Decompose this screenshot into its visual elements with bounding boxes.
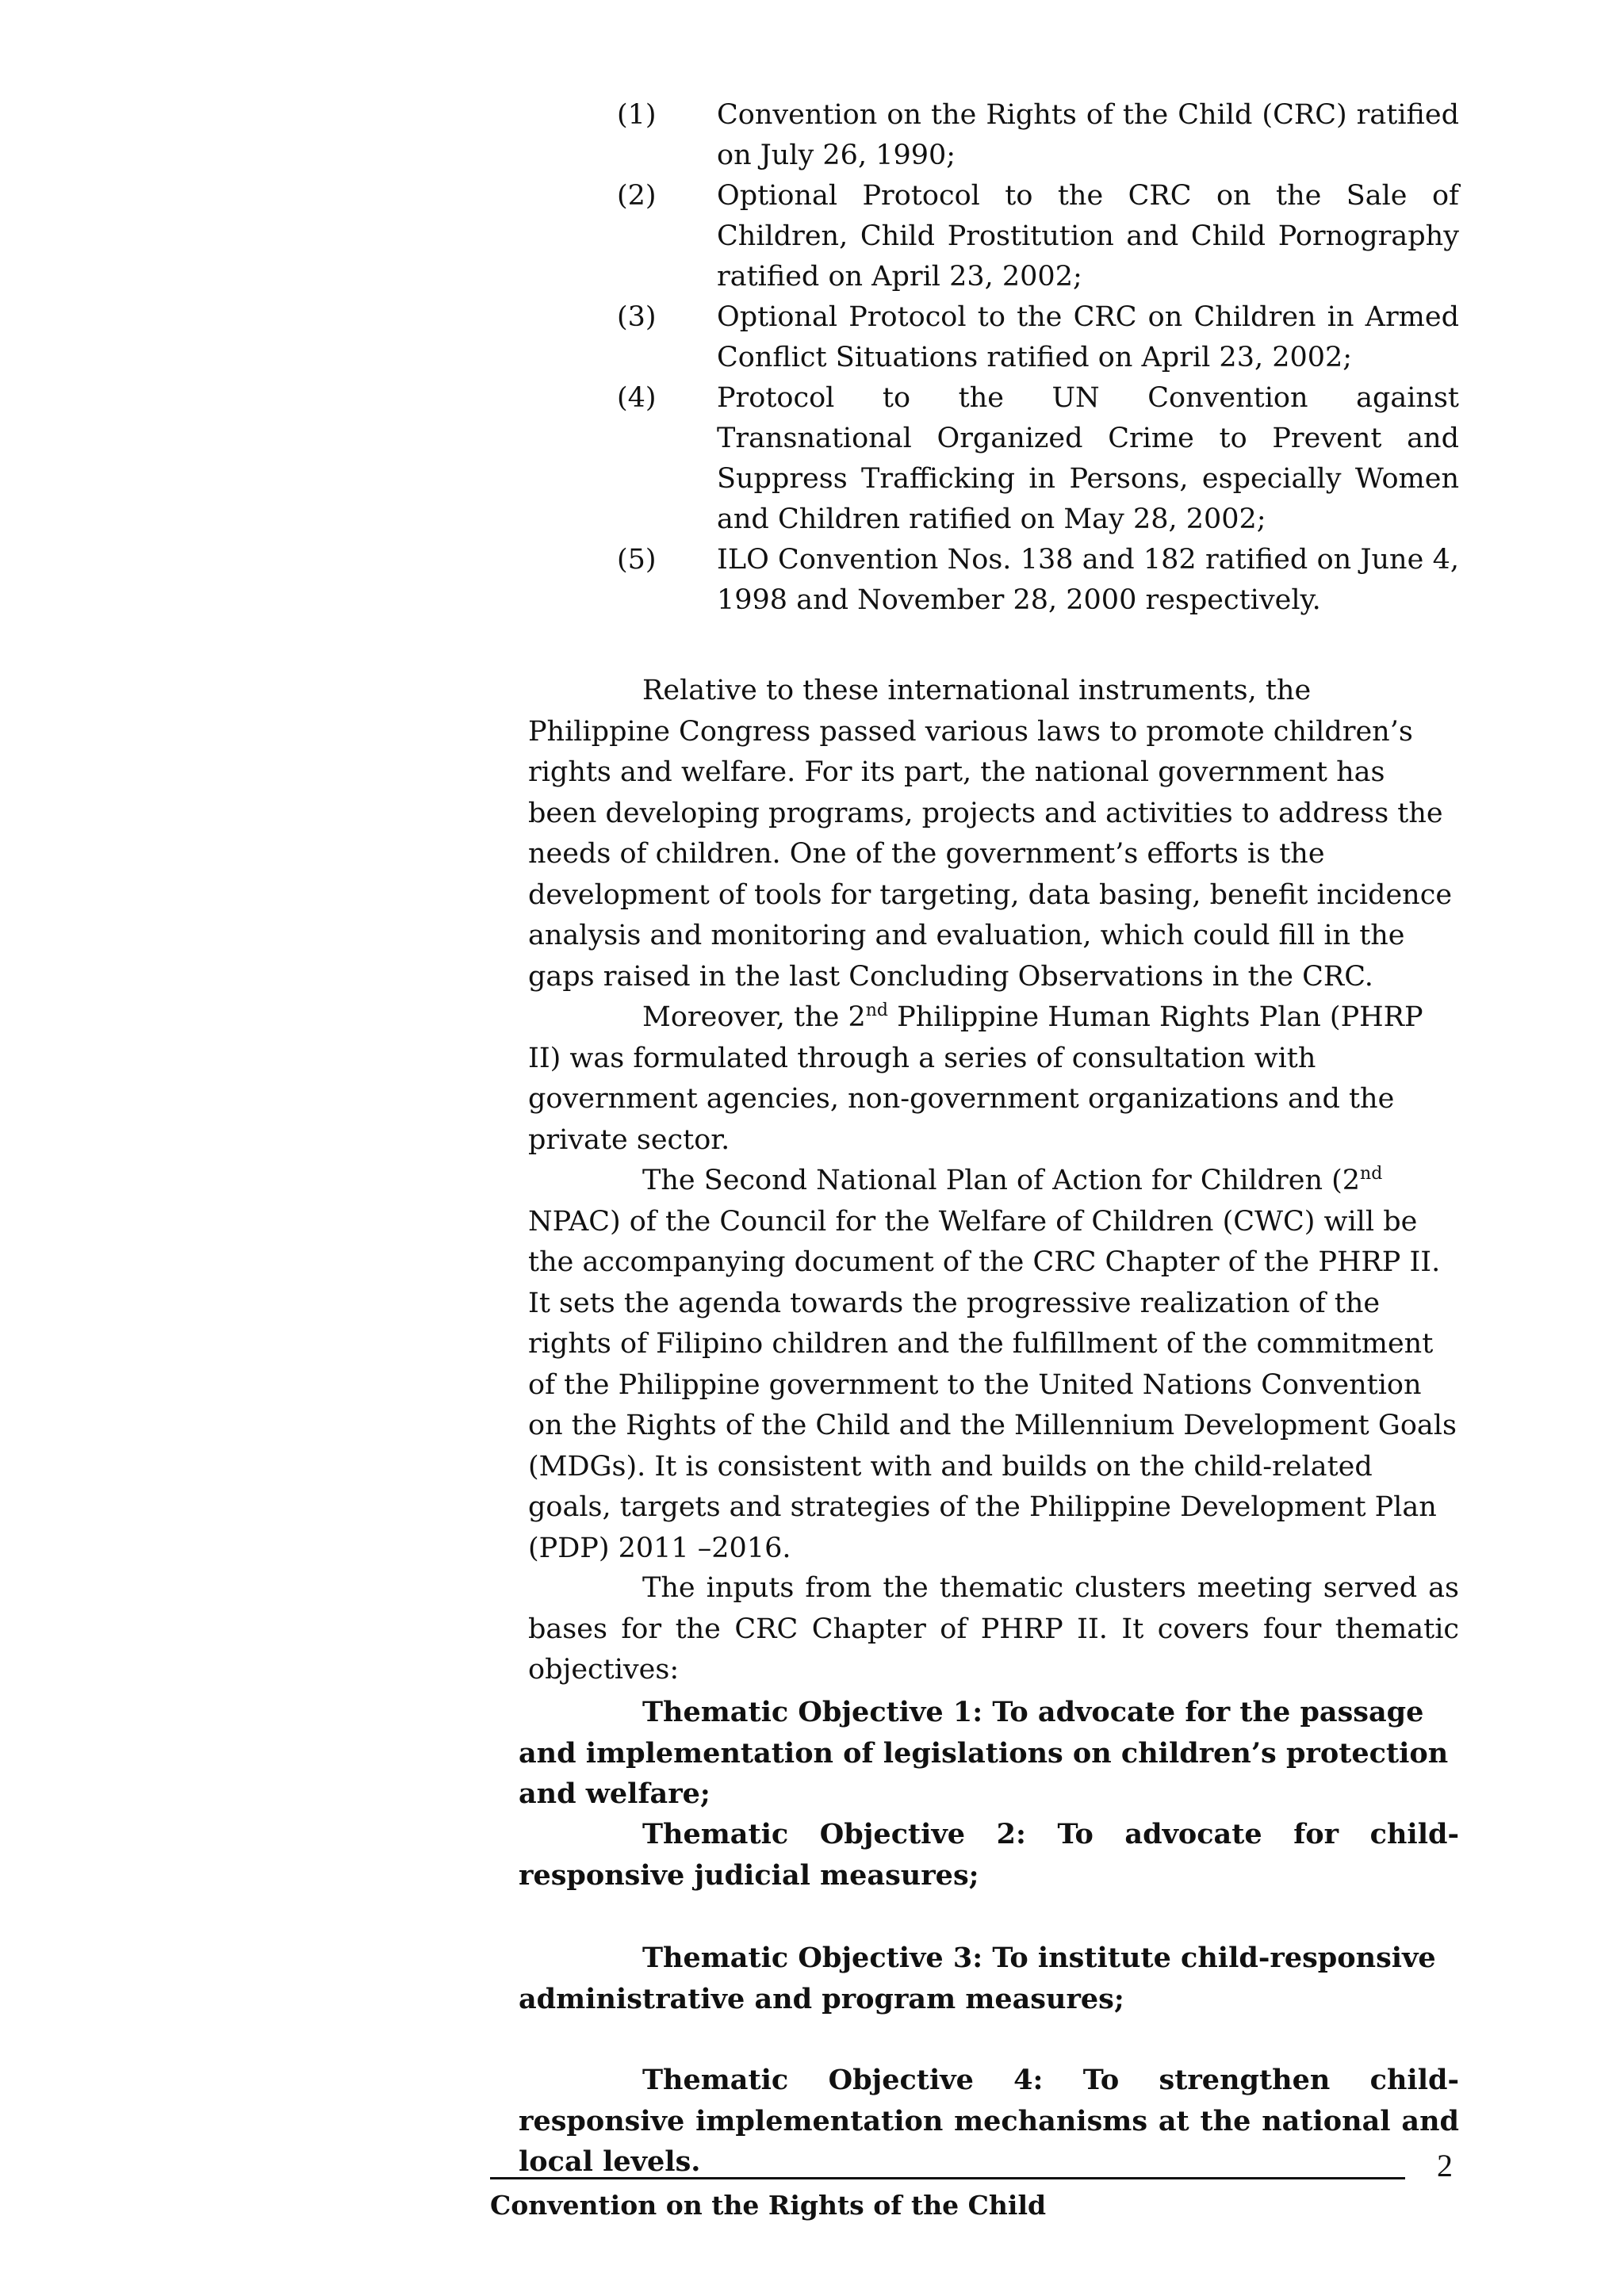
list-item xyxy=(617,540,1459,621)
list-marker: (1) xyxy=(617,99,657,131)
list-item xyxy=(617,176,1459,297)
ordinal-superscript: nd xyxy=(1360,1164,1383,1184)
paragraph-text: The Second National Plan of Action for Children (2 xyxy=(642,1165,1361,1196)
footer-title: Convention on the Rights of the Child xyxy=(490,2190,1047,2221)
paragraph-thematic-inputs: The inputs from the thematic clusters meeting served as bases for the CRC Chapter of PHRP II. It covers four thematic objectives: xyxy=(528,1572,1459,1686)
list-item xyxy=(617,297,1459,378)
list-marker: (3) xyxy=(617,301,657,333)
list-item xyxy=(617,378,1459,540)
paragraph-phrp-ii xyxy=(528,997,1459,1161)
list-marker: (4) xyxy=(617,382,657,414)
paragraph-text: Moreover, the 2 xyxy=(642,1001,866,1033)
footer-divider xyxy=(490,2177,1405,2179)
page-number: 2 xyxy=(1437,2148,1453,2183)
paragraph-text: NPAC) of the Council for the Welfare of Children (CWC) will be the accompanying document of the CRC Chapter of the PHRP II. It sets the agenda towards the progressive realization of the rights of Filipino children and the fulfillment of the commitment of the Philippine government to the United Nations Convention on the Rights of the Child and the Millennium Development Goals (MDGs). It is consistent with and builds on the child-related goals, targets and strategies of the Philippine Development Plan (PDP) 2011 –2016. xyxy=(528,1205,1457,1564)
list-item-text: Convention on the Rights of the Child (CRC) ratified on July 26, 1990; xyxy=(717,99,1459,171)
paragraph-npac xyxy=(528,1161,1459,1569)
thematic-objective-2: Thematic Objective 2: To advocate for child-responsive judicial measures; xyxy=(519,1818,1459,1892)
thematic-objective-3: Thematic Objective 3: To institute child-responsive administrative and program measures; xyxy=(519,1942,1436,2015)
list-marker: (2) xyxy=(617,180,657,212)
ordinal-superscript: nd xyxy=(865,1001,889,1020)
list-item-text: Optional Protocol to the CRC on the Sale of Children, Child Prostitution and Child Pornography ratified on April 23, 2002; xyxy=(717,180,1459,293)
list-item-text: Protocol to the UN Convention against Transnational Organized Crime to Prevent and Suppress Trafficking in Persons, especially Women and Children ratified on May 28, 2002; xyxy=(717,382,1459,535)
thematic-objective-1: Thematic Objective 1: To advocate for the passage and implementation of legislations on children’s protection and welfare; xyxy=(519,1696,1449,1810)
paragraph-text: Philippine Human Rights Plan (PHRP II) was formulated through a series of consultation with government agencies, non-government organizations and the private sector. xyxy=(528,1001,1423,1156)
list-item xyxy=(617,95,1459,176)
paragraph-international-instruments: Relative to these international instruments, the Philippine Congress passed various laws to promote children’s rights and welfare. For its part, the national government has been developing programs, projects and activities to address the needs of children. One of the government’s efforts is the development of tools for targeting, data basing, benefit incidence analysis and monitoring and evaluation, which could fill in the gaps raised in the last Concluding Observations in the CRC. xyxy=(528,675,1453,993)
list-item-text: ILO Convention Nos. 138 and 182 ratified on June 4, 1998 and November 28, 2000 respectively. xyxy=(717,544,1459,616)
list-item-text: Optional Protocol to the CRC on Children in Armed Conflict Situations ratified on April 23, 2002; xyxy=(717,301,1459,373)
list-marker: (5) xyxy=(617,544,657,576)
ratified-instruments-list xyxy=(617,95,1459,621)
thematic-objective-4: Thematic Objective 4: To strengthen child-responsive implementation mechanisms at the national and local levels. xyxy=(519,2064,1459,2178)
